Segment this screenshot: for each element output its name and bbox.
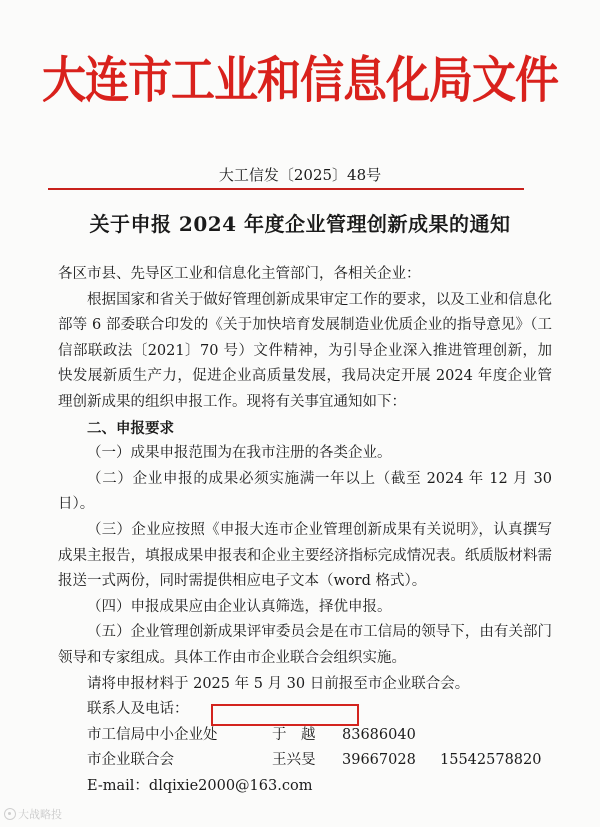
watermark-logo-icon <box>4 808 16 820</box>
contact-row <box>58 748 552 774</box>
salutation: 各区市县、先导区工业和信息化主管部门，各相关企业： <box>58 266 421 282</box>
red-divider-line <box>48 188 524 190</box>
notice-title: 关于申报 2024 年度企业管理创新成果的通知 <box>89 212 511 236</box>
contact-phone: 39667028 <box>342 752 416 769</box>
contact-org: 市工信局中小企业处 <box>87 726 218 743</box>
document-number: 大工信发〔2025〕48号 <box>218 166 382 184</box>
requirement-item-4: （四）申报成果应由企业认真筛选，择优申报。 <box>87 598 392 615</box>
requirement-item-3: （三）企业应按照《申报大连市企业管理创新成果有关说明》，认真撰写成果主报告，填报成果申报表和企业主要经济指标完成情况表。纸质版材料需报送一式两份，同时需提供相应电子文本（word 格式）。 <box>58 521 552 590</box>
masthead-title: 大连市工业和信息化局文件 <box>42 52 558 110</box>
contact-org: 市企业联合会 <box>87 752 174 769</box>
requirement-item-5: （五）企业管理创新成果评审委员会是在市工信局的领导下，由有关部门领导和专家组成。具体工作由市企业联合会组织实施。 <box>58 624 552 666</box>
contact-mobile: 15542578820 <box>440 752 542 769</box>
contact-phone: 83686040 <box>342 726 416 743</box>
contacts-label: 联系人及电话： <box>87 701 189 718</box>
contact-row <box>58 723 552 749</box>
section-heading-requirements: 二、申报要求 <box>87 419 174 437</box>
requirement-item-1: （一）成果申报范围为在我市注册的各类企业。 <box>87 445 392 462</box>
deadline-highlight-box <box>211 704 359 726</box>
contact-name: 王兴旻 <box>272 752 316 769</box>
deadline-sentence: 请将申报材料于 2025 年 5 月 30 日前报至市企业联合会。 <box>87 675 470 692</box>
intro-paragraph: 根据国家和省关于做好管理创新成果审定工作的要求，以及工业和信息化部等 6 部委联合印发的《关于加快培育发展制造业优质企业的指导意见》（工信部联政法〔2021〕70 号）文件精神，为引导企业深入推进管理创新，加快发展新质生产力，促进企业高质量发展，我局决定开展 2024 年度企业管理创新成果的组织申报工作。现将有关事宜通知如下： <box>58 291 552 410</box>
email-line: E-mail：dlqixie2000@163.com <box>87 777 313 794</box>
watermark-text: 大战略投 <box>18 808 62 821</box>
requirement-item-2: （二）企业申报的成果必须实施满一年以上（截至 2024 年 12 月 30 日）。 <box>58 470 552 513</box>
watermark <box>4 806 62 822</box>
contact-name: 于 越 <box>272 726 316 743</box>
